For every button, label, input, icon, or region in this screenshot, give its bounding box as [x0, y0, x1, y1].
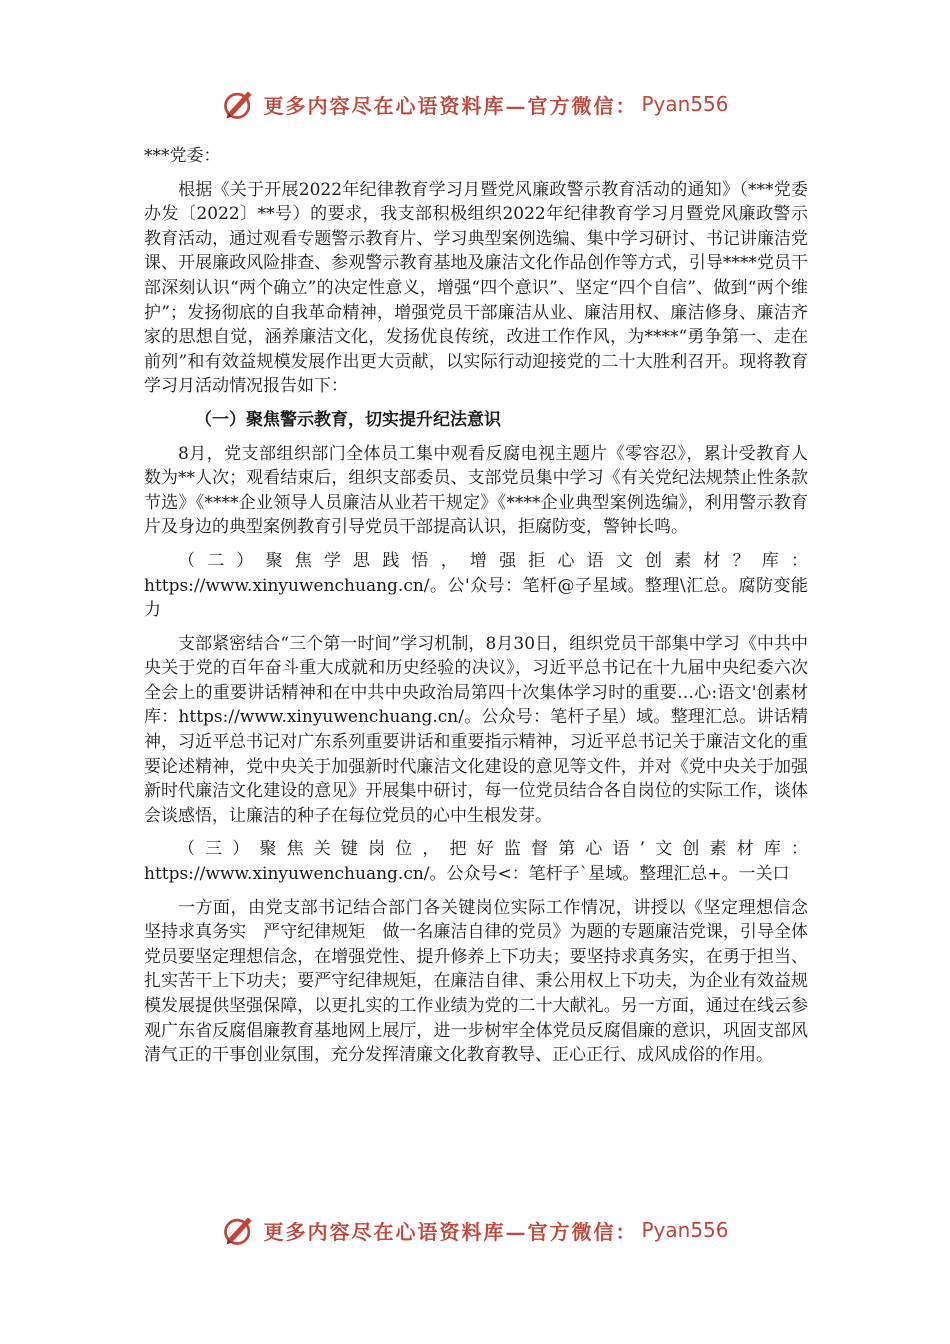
section-1-paragraph: 8月，党支部组织部门全体员工集中观看反腐电视主题片《零容忍》，累计受教育人数为**人次；观看结束后，组织支部委员、支部党员集中学习《有关党纪法规禁止性条款节选》《****企业领导人员廉洁从业若干规定》《****企业典型案例选编》，利用警示教育片及身边的典型案例教育引导党员干部提高认识，拒腐防变，警钟长鸣。: [144, 443, 808, 538]
intro-paragraph: 根据《关于开展2022年纪律教育学习月暨党风廉政警示教育活动的通知》（***党委办发〔2022〕**号）的要求，我支部积极组织2022年纪律教育学习月暨党风廉政警示教育活动，通过观看专题警示教育片、学习典型案例选编、集中学习研讨、书记讲廉洁党课、开展廉政风险排查、参观警示教育基地及廉洁文化作品创作等方式，引导****党员干部深刻认识“两个确立”的决定性意义，增强“四个意识”、坚定“四个自信”、做到“两个维护”；发扬彻底的自我革命精神，增强党员干部廉洁从业、廉洁用权、廉洁修身、廉洁齐家的思想自觉，涵养廉洁文化，发扬优良传统，改进工作作风，为****“勇争第一、走在前列”和有效益规模发展作出更大贡献，以实际行动迎接党的二十大胜利召开。现将教育学习月活动情况报告如下：: [144, 179, 808, 397]
section-heading-1: （一）聚焦警示教育，切实提升纪法意识: [195, 409, 501, 430]
document-body: [144, 144, 825, 1068]
pen-logo-icon: [221, 1212, 257, 1248]
section-2-paragraph: 支部紧密结合“三个第一时间”学习机制，8月30日，组织党员干部集中学习《中共中央关于党的百年奋斗重大成就和历史经验的决议》，习近平总书记在十九届中央纪委六次全会上的重要讲话精神和在中共中央政治局第四十次集体学习时的重要…心:语文'创素材库：https://www.xinyuwenchuang.cn/。公众号：笔杆子星）域。整理汇总。讲话精神，习近平总书记对广东系列重要讲话和重要指示精神，习近平总书记关于廉洁文化的重要论述精神，党中央关于加强新时代廉洁文化建设的意见等文件，并对《党中央关于加强新时代廉洁文化建设的意见》开展集中研讨，每一位党员结合各自岗位的实际工作，谈体会谈感悟，让廉洁的种子在每位党员的心中生根发芽。: [144, 633, 808, 826]
section-heading-2: （二）聚焦学思践悟，增强拒心语文创素材？库：https://www.xinyuwenchuang.cn/。公'众号：笔杆@子星域。整理\汇总。腐防变能力: [144, 550, 808, 621]
banner-text: 更多内容尽在心语资料库—官方微信：: [263, 93, 638, 118]
banner-wechat-id: Pyan556: [641, 1218, 729, 1242]
footer-banner: [0, 1210, 950, 1250]
salutation: ***党委：: [144, 146, 221, 166]
header-banner: [0, 84, 950, 124]
section-heading-3: （三）聚焦关键岗位，把好监督第心语’文创素材库：https://www.xinyuwenchuang.cn/。公众号<：笔杆子`星域。整理汇总+。一关口: [144, 839, 808, 885]
pen-logo-icon: [221, 86, 257, 122]
banner-wechat-id: Pyan556: [641, 92, 729, 116]
section-3-paragraph: 一方面，由党支部书记结合部门各关键岗位实际工作情况，讲授以《坚定理想信念 坚持求真务实 严守纪律规矩 做一名廉洁自律的党员》为题的专题廉洁党课，引导全体党员要坚定理想信念，在增强党性、提升修养上下功夫；要坚持求真务实，在勇于担当、扎实苦干上下功夫；要严守纪律规矩，在廉洁自律、秉公用权上下功夫，为企业有效益规模发展提供坚强保障，以更扎实的工作业绩为党的二十大献礼。另一方面，通过在线云参观广东省反腐倡廉教育基地网上展厅，进一步树牢全体党员反腐倡廉的意识，巩固支部风清气正的干事创业氛围，充分发挥清廉文化教育教导、正心正行、成风成俗的作用。: [144, 897, 825, 1066]
banner-text: 更多内容尽在心语资料库—官方微信：: [263, 1219, 638, 1244]
